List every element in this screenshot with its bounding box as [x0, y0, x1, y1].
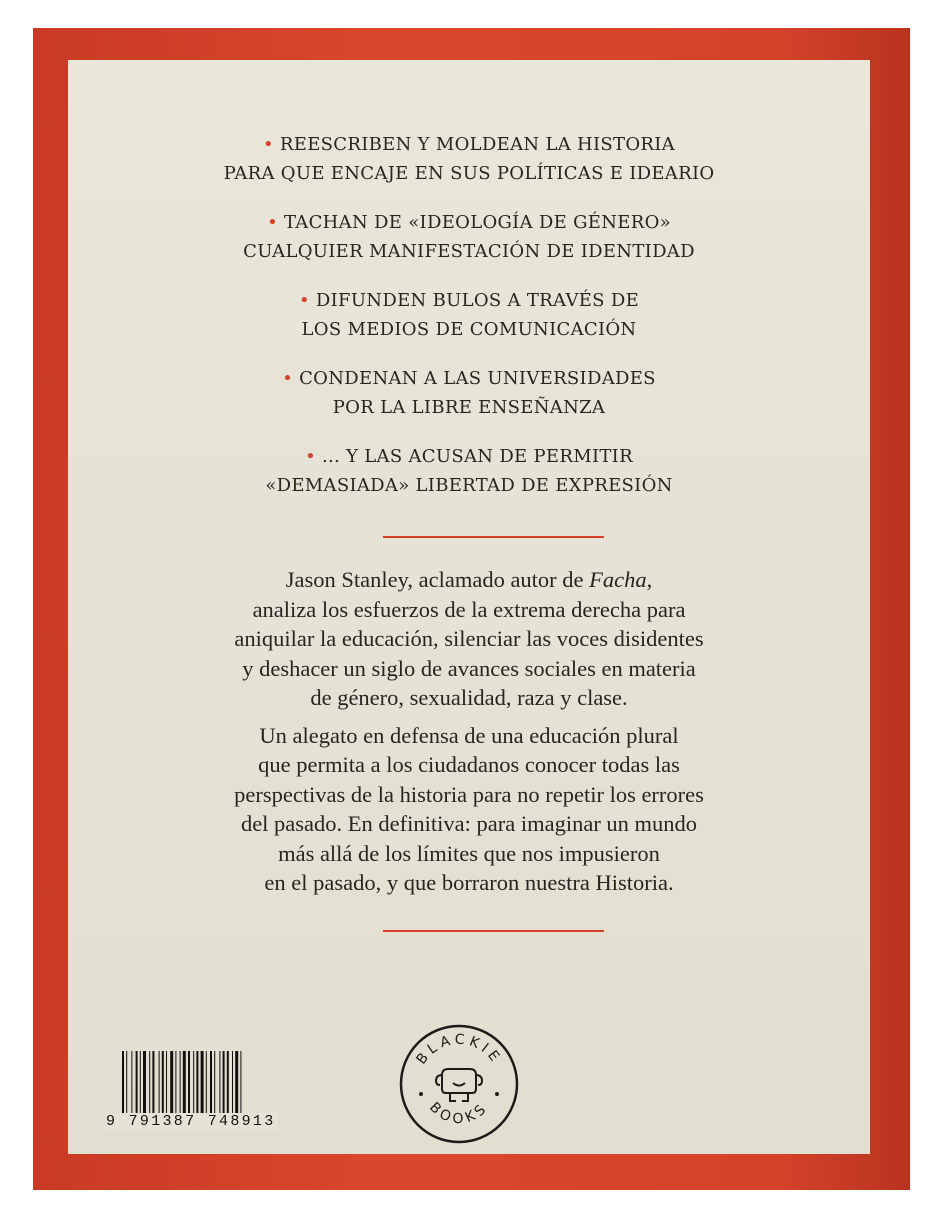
- bullet-list: [68, 130, 870, 520]
- barcode-bar: [162, 1051, 164, 1115]
- bullet-dot-icon: •: [267, 212, 278, 233]
- description-line: del pasado. En definitiva: para imaginar un mundo: [240, 811, 698, 836]
- bullet-line: REESCRIBEN Y MOLDEAN LA HISTORIA: [279, 134, 675, 155]
- bullet-dot-icon: •: [298, 290, 310, 311]
- description-line: perspectivas de la historia para no repetir los errores: [234, 781, 704, 807]
- svg-text:BLACKIE: [414, 1032, 505, 1068]
- bullet-item: [68, 208, 870, 266]
- description-paragraph: [68, 721, 870, 898]
- barcode-bar: [126, 1051, 127, 1115]
- barcode-bar: [180, 1051, 181, 1115]
- barcode-bar: [201, 1051, 204, 1115]
- description-line: Un alegato en defensa de una educación plural: [259, 722, 679, 748]
- barcode-bar: [223, 1051, 225, 1115]
- bullet-line: POR LA LIBRE ENSEÑANZA: [332, 397, 606, 418]
- bullet-item: [68, 442, 870, 500]
- barcode-bar: [159, 1051, 160, 1115]
- barcode-bar: [166, 1051, 167, 1115]
- description-line: aniquilar la educación, silenciar las voces disidentes: [234, 626, 704, 651]
- bullet-line: CONDENAN A LAS UNIVERSIDADES: [299, 368, 656, 389]
- bullet-line: DIFUNDEN BULOS A TRAVÉS DE: [315, 290, 640, 311]
- barcode-bar: [149, 1051, 150, 1115]
- barcode-bar: [235, 1051, 238, 1115]
- description-line: más allá de los límites que nos impusieron: [278, 840, 660, 866]
- barcode-bar: [152, 1051, 154, 1115]
- bullet-line: «DEMASIADA» LIBERTAD DE EXPRESIÓN: [265, 475, 673, 496]
- cover-panel: [68, 60, 870, 1154]
- bullet-dot-icon: •: [282, 368, 294, 389]
- barcode-bar: [175, 1051, 176, 1115]
- description-line: en el pasado, y que borraron nuestra Historia.: [264, 870, 674, 895]
- bullet-item: [68, 286, 870, 344]
- description-line: de género, sexualidad, raza y clase.: [310, 685, 628, 710]
- barcode-bar: [206, 1051, 207, 1115]
- bullet-line: ... Y LAS ACUSAN DE PERMITIR: [321, 446, 633, 467]
- elephant-icon: [436, 1069, 482, 1101]
- bullet-line: CUALQUIER MANIFESTACIÓN DE IDENTIDAD: [243, 241, 695, 262]
- bullet-dot-icon: •: [305, 446, 316, 467]
- barcode-bar: [227, 1051, 229, 1115]
- barcode-bar: [210, 1051, 212, 1115]
- barcode-bar: [136, 1051, 138, 1115]
- barcode-number: 9 791387 748913: [106, 1113, 276, 1130]
- barcode-bar: [193, 1051, 194, 1115]
- barcode-bar: [122, 1051, 124, 1115]
- divider-rule: [383, 536, 604, 538]
- barcode-bar: [170, 1051, 173, 1115]
- description-line: analiza los esfuerzos de la extrema derecha para: [252, 596, 686, 622]
- barcode-bar: [140, 1051, 141, 1115]
- book-back-cover: [33, 28, 910, 1190]
- bullet-line: PARA QUE ENCAJE EN SUS POLÍTICAS E IDEARIO: [223, 163, 715, 184]
- description-text-run: ,: [646, 567, 653, 592]
- barcode-bar: [131, 1051, 132, 1115]
- barcode-bar: [232, 1051, 233, 1115]
- bullet-dot-icon: •: [263, 134, 274, 155]
- barcode-bar: [240, 1051, 241, 1115]
- description-line: [68, 565, 870, 595]
- description-text-run: Jason Stanley, aclamado autor de: [285, 567, 590, 592]
- logo-top-text: BLACKIE: [413, 1031, 505, 1068]
- bullet-item: [68, 130, 870, 188]
- blackie-books-logo: [398, 1023, 520, 1145]
- description-text: [68, 565, 870, 906]
- bullet-item: [68, 364, 870, 422]
- logo-bottom-text: BOOKS: [426, 1099, 492, 1128]
- description-paragraph: [68, 565, 870, 713]
- svg-text:BOOKS: [426, 1099, 492, 1127]
- barcode: [104, 1051, 310, 1133]
- divider-rule: [383, 930, 604, 932]
- bullet-line: LOS MEDIOS DE COMUNICACIÓN: [301, 319, 637, 340]
- barcode-bar: [183, 1051, 186, 1115]
- barcode-bar: [188, 1051, 190, 1115]
- barcode-bar: [196, 1051, 198, 1115]
- barcode-bar: [143, 1051, 146, 1115]
- barcode-bar: [219, 1051, 220, 1115]
- description-line: que permita a los ciudadanos conocer todas las: [258, 752, 680, 777]
- barcode-bar: [214, 1051, 215, 1115]
- description-line: y deshacer un siglo de avances sociales en materia: [242, 655, 696, 681]
- book-title-reference: Facha: [589, 567, 647, 592]
- bullet-line: TACHAN DE «IDEOLOGÍA DE GÉNERO»: [283, 212, 671, 233]
